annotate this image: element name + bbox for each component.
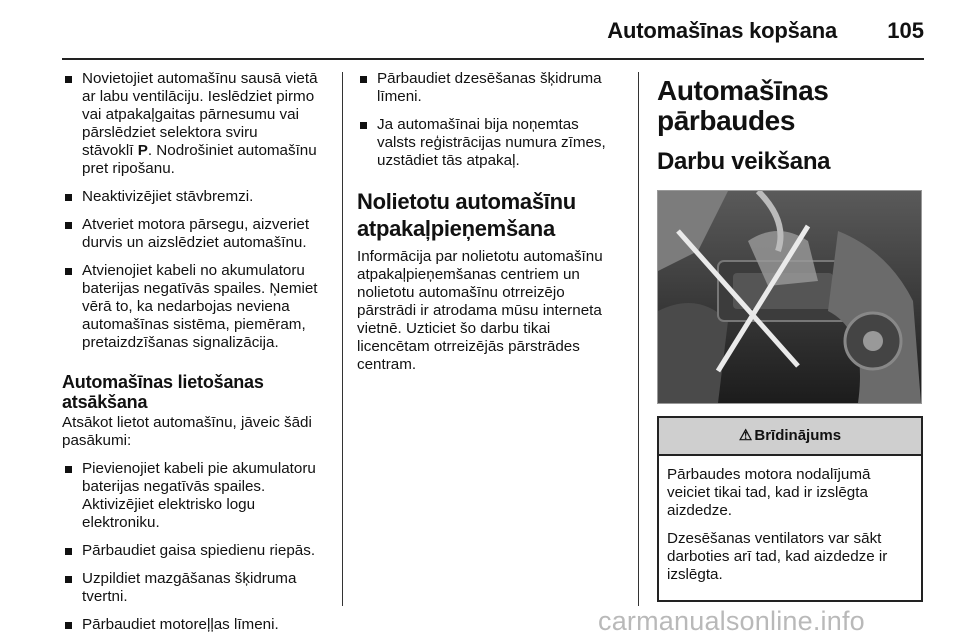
list-item: Pārbaudiet motoreļļas līmeni. [62, 616, 330, 634]
column-divider-1 [342, 72, 343, 606]
list-item: Atveriet motora pārsegu, aizveriet durvis un aizslēdziet automašīnu. [62, 216, 330, 252]
bullet-square-icon [65, 622, 72, 629]
column-divider-2 [638, 72, 639, 606]
warning-triangle-icon: ⚠ [738, 427, 753, 444]
section-heading-recycling: Nolietotu automašīnu atpakaļpieņemšana [357, 189, 576, 241]
chapter-heading: Automašīnas pārbaudes [657, 75, 829, 136]
header-rule [62, 58, 924, 60]
list-item: Pārbaudiet dzesēšanas šķidruma līmeni. [357, 70, 627, 106]
column-1 [62, 70, 330, 644]
gear-position-p: P [137, 142, 148, 159]
warning-box [657, 416, 923, 602]
header-title: Automašīnas kopšana [607, 18, 837, 43]
list-item: Uzpildiet mazgāšanas šķidruma tvertni. [62, 570, 330, 606]
list-item: Pievienojiet kabeli pie akumulatoru baterijas negatīvās spailes. Aktivizējiet elektrisko logu elektroniku. [62, 460, 330, 532]
bullet-square-icon [65, 576, 72, 583]
bullet-square-icon [65, 268, 72, 275]
section-heading-work: Darbu veikšana [657, 148, 831, 175]
bullet-square-icon [65, 548, 72, 555]
bullet-square-icon [65, 194, 72, 201]
engine-bay-photo [657, 190, 922, 404]
warning-header [659, 418, 921, 456]
column-3 [657, 70, 921, 602]
recycling-paragraph: Informācija par nolietotu automašīnu atpakaļpieņemšanas centriem un nolietotu automašīnu otrreizējo pārstrādi ir atrodama mūsu interneta vietnē. Uzticiet šo darbu tikai licencētam otrreizējās pārstrādes centram. [357, 248, 603, 373]
list-item: Pārbaudiet gaisa spiedienu riepās. [62, 542, 330, 560]
bullet-square-icon [65, 466, 72, 473]
list-item: Neaktivizējiet stāvbremzi. [62, 188, 330, 206]
watermark: carmanualsonline.info [598, 606, 865, 636]
column-2 [357, 70, 627, 384]
list-item: Novietojiet automašīnu sausā vietā ar labu ventilāciju. Ieslēdziet pirmo vai atpakaļgaitas pārnesumu vai pārslēdziet selektora sviru stāvoklī P. Nodrošiniet automašīnu pret ripošanu. [62, 70, 330, 178]
section-heading-restart: Automašīnas lietošanas atsākšana [62, 372, 264, 412]
bullet-square-icon [65, 222, 72, 229]
warning-title: Brīdinājums [754, 427, 842, 444]
list-item: Atvienojiet kabeli no akumulatoru baterijas negatīvās spailes. Ņemiet vērā to, ka nedarbojas neviena automašīnas sistēma, piemēram, pretaizdzīšanas signalizācija. [62, 262, 330, 352]
engine-bay-illustration [658, 191, 921, 403]
intro-paragraph: Atsākot lietot automašīnu, jāveic šādi pasākumi: [62, 414, 312, 449]
bullet-square-icon [65, 76, 72, 83]
bullet-square-icon [360, 122, 367, 129]
page-number: 105 [887, 18, 924, 43]
bullet-square-icon [360, 76, 367, 83]
warning-body: Pārbaudes motora nodalījumā veiciet tikai tad, kad ir izslēgta aizdedze. Dzesēšanas ventilators var sākt darboties arī tad, kad aizdedze ir izslēgta. [667, 466, 888, 583]
list-item: Ja automašīnai bija noņemtas valsts reģistrācijas numura zīmes, uzstādiet tās atpakaļ. [357, 116, 627, 170]
